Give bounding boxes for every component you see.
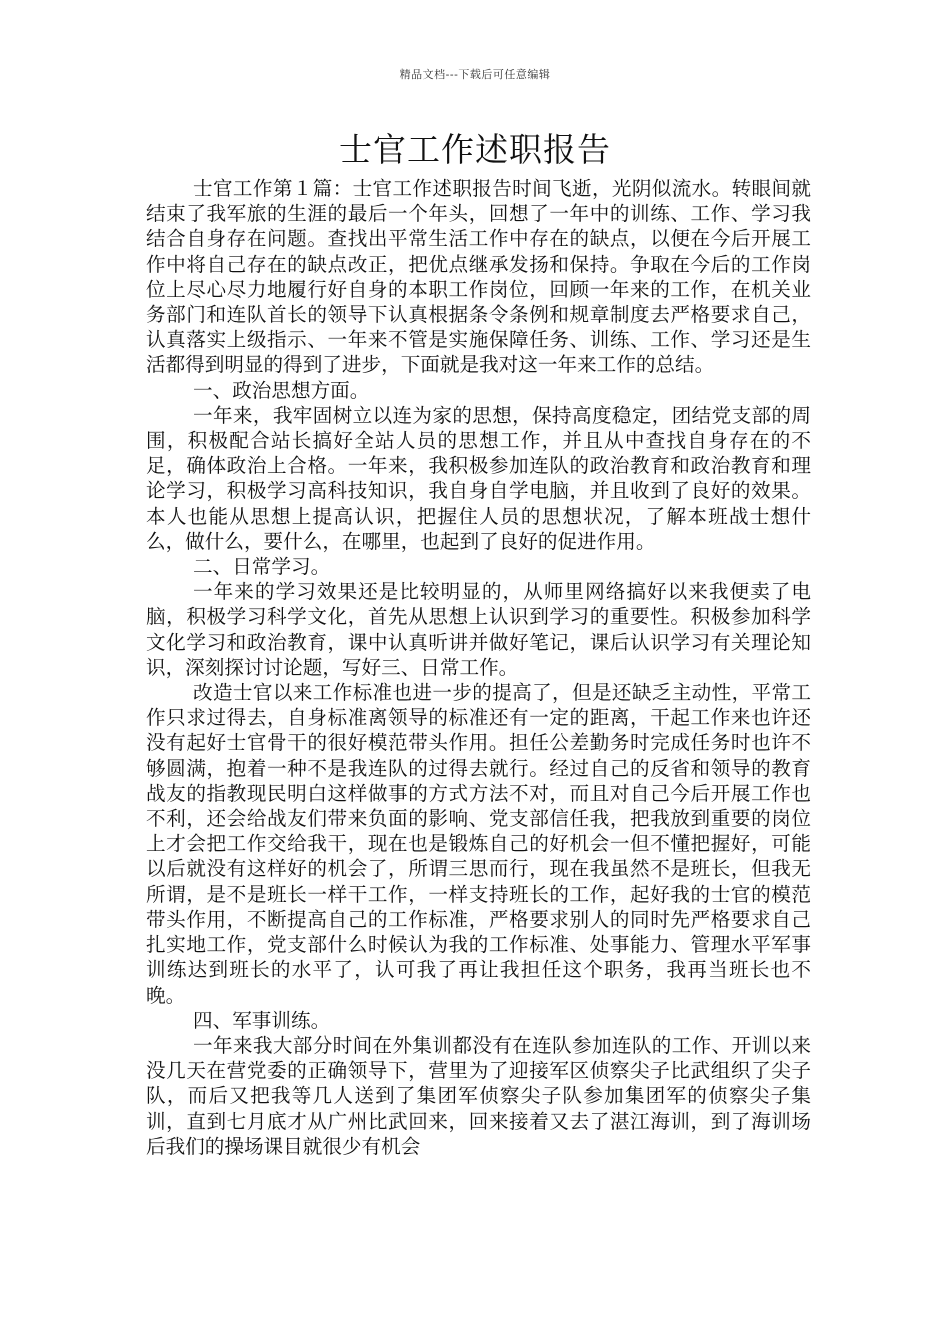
section-heading-politics: 一、政治思想方面。 bbox=[193, 378, 370, 402]
paragraph-work: 改造士官以来工作标准也进一步的提高了，但是还缺乏主动性，平常工作只求过得去，自身标准离领导的标准还有一定的距离，干起工作来也许还没有起好士官骨干的很好模范带头作用。担任公差勤务时完成任务时也许不够圆满，抱着一种不是我连队的过得去就行。经过自己的反省和领导的教育战友的指教现民明白这样做事的方式方法不对，而且对自己今后开展工作也不利，还会给战友们带来负面的影响、党支部信任我，把我放到重要的岗位上才会把工作交给我干，现在也是锻炼自己的好机会一但不懂把握好，可能以后就没有这样好的机会了，所谓三思而行，现在我虽然不是班长，但我无所谓，是不是班长一样干工作，一样支持班长的工作，起好我的士官的模范带头作用，不断提高自己的工作标准，严格要求别人的同时先严格要求自己扎实地工作，党支部什么时候认为我的工作标准、处事能力、管理水平军事训练达到班长的水平了，认可我了再让我担任这个职务，我再当班长也不晚。 bbox=[146, 681, 811, 1007]
header-note: 精品文档---下载后可任意编辑 bbox=[399, 68, 551, 81]
paragraph-training: 一年来我大部分时间在外集训都没有在连队参加连队的工作、开训以来没几天在营党委的正确领导下，营里为了迎接军区侦察尖子比武组织了尖子队，而后又把我等几人送到了集团军侦察尖子队参加集团军的侦察尖子集训，直到七月底才从广州比武回来，回来接着又去了湛江海训，到了海训场后我们的操场课目就很少有机会 bbox=[146, 1033, 811, 1158]
section-heading-training: 四、军事训练。 bbox=[193, 1008, 331, 1032]
paragraph-intro: 士官工作第１篇：士官工作述职报告时间飞逝，光阴似流水。转眼间就结束了我军旅的生涯的最后一个年头，回想了一年中的训练、工作、学习我结合自身存在问题。查找出平常生活工作中存在的缺点，以便在今后开展工作中将自己存在的缺点改正，把优点继承发扬和保持。争取在今后的工作岗位上尽心尽力地履行好自身的本职工作岗位，回顾一年来的工作，在机关业务部门和连队首长的领导下认真根据条令条例和规章制度去严格要求自己，认真落实上级指示、一年来不管是实施保障任务、训练、工作、学习还是生活都得到明显的得到了进步，下面就是我对这一年来工作的总结。 bbox=[146, 177, 811, 377]
section-heading-study: 二、日常学习。 bbox=[193, 555, 331, 579]
document-title: 士官工作述职报告 bbox=[339, 130, 611, 169]
paragraph-study: 一年来的学习效果还是比较明显的，从师里网络搞好以来我便卖了电脑，积极学习科学文化，首先从思想上认识到学习的重要性。积极参加科学文化学习和政治教育，课中认真听讲并做好笔记，课后认识学习有关理论知识，深刻探讨讨论题，写好三、日常工作。 bbox=[146, 580, 811, 679]
document-body bbox=[146, 176, 811, 1159]
paragraph-politics: 一年来，我牢固树立以连为家的思想，保持高度稳定，团结党支部的周围，积极配合站长搞好全站人员的思想工作，并且从中查找自身存在的不足，确体政治上合格。一年来，我积极参加连队的政治教育和政治教育和理论学习，积极学习高科技知识，我自身自学电脑，并且收到了良好的效果。本人也能从思想上提高认识，把握住人员的思想状况，了解本班战士想什么，做什么，要什么，在哪里，也起到了良好的促进作用。 bbox=[146, 403, 811, 553]
